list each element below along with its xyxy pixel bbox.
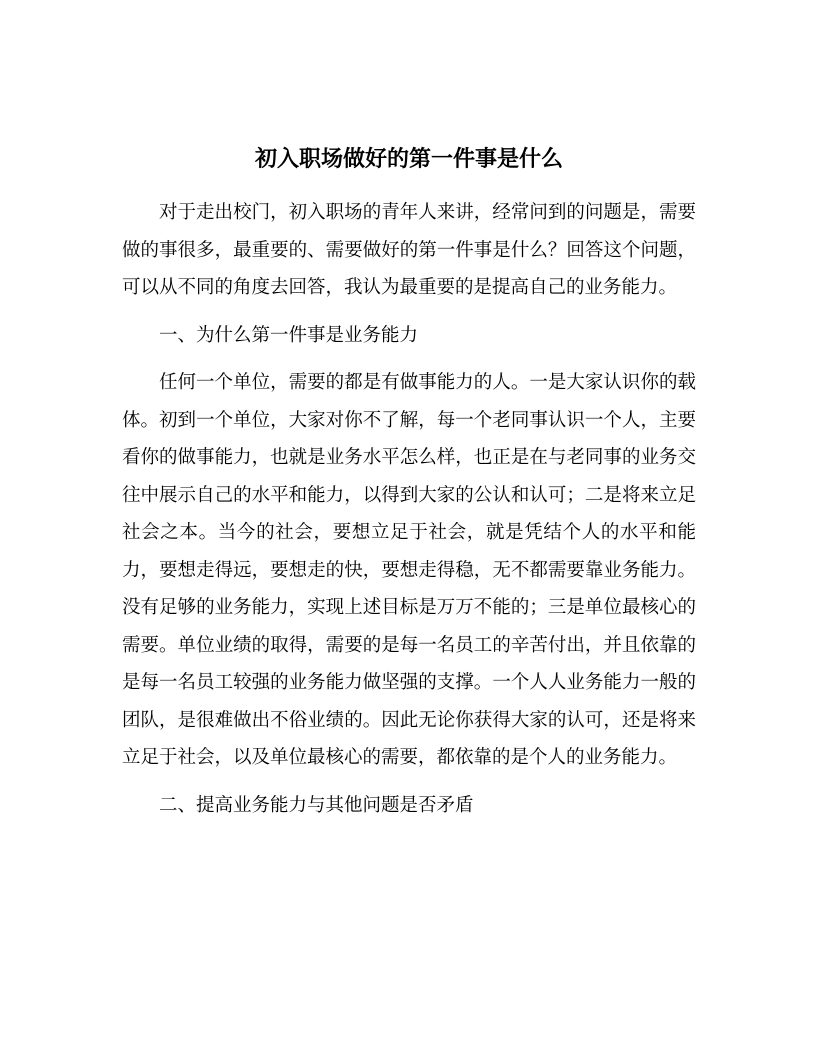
section-heading-2: 二、提高业务能力与其他问题是否矛盾 <box>159 794 474 816</box>
section-1-paragraph: 任何一个单位，需要的都是有做事能力的人。一是大家认识你的载体。初到一个单位，大家对你不了解，每一个老同事认识一个人，主要看你的做事能力，也就是业务水平怎么样，也正是在与老同事的业务交往中展示自己的水平和能力，以得到大家的公认和认可；二是将来立足社会之本。当今的社会，要想立足于社会，就是凭结个人的水平和能力，要想走得远，要想走的快，要想走得稳，无不都需要靠业务能力。没有足够的业务能力，实现上述目标是万万不能的；三是单位最核心的需要。单位业绩的取得，需要的是每一名员工的辛苦付出，并且依靠的是每一名员工较强的业务能力做坚强的支撑。一个人人业务能力一般的团队，是很难做出不俗业绩的。因此无论你获得大家的认可，还是将来立足于社会，以及单位最核心的需要，都依靠的是个人的业务能力。 <box>122 372 696 768</box>
document-title: 初入职场做好的第一件事是什么 <box>254 147 563 172</box>
document-body <box>122 194 696 834</box>
intro-paragraph: 对于走出校门，初入职场的青年人来讲，经常问到的问题是，需要做的事很多，最重要的、需要做好的第一件事是什么？回答这个问题，可以从不同的角度去回答，我认为最重要的是提高自己的业务能力。 <box>122 202 696 298</box>
document-page <box>122 0 696 1056</box>
section-heading-1: 一、为什么第一件事是业务能力 <box>159 324 419 346</box>
